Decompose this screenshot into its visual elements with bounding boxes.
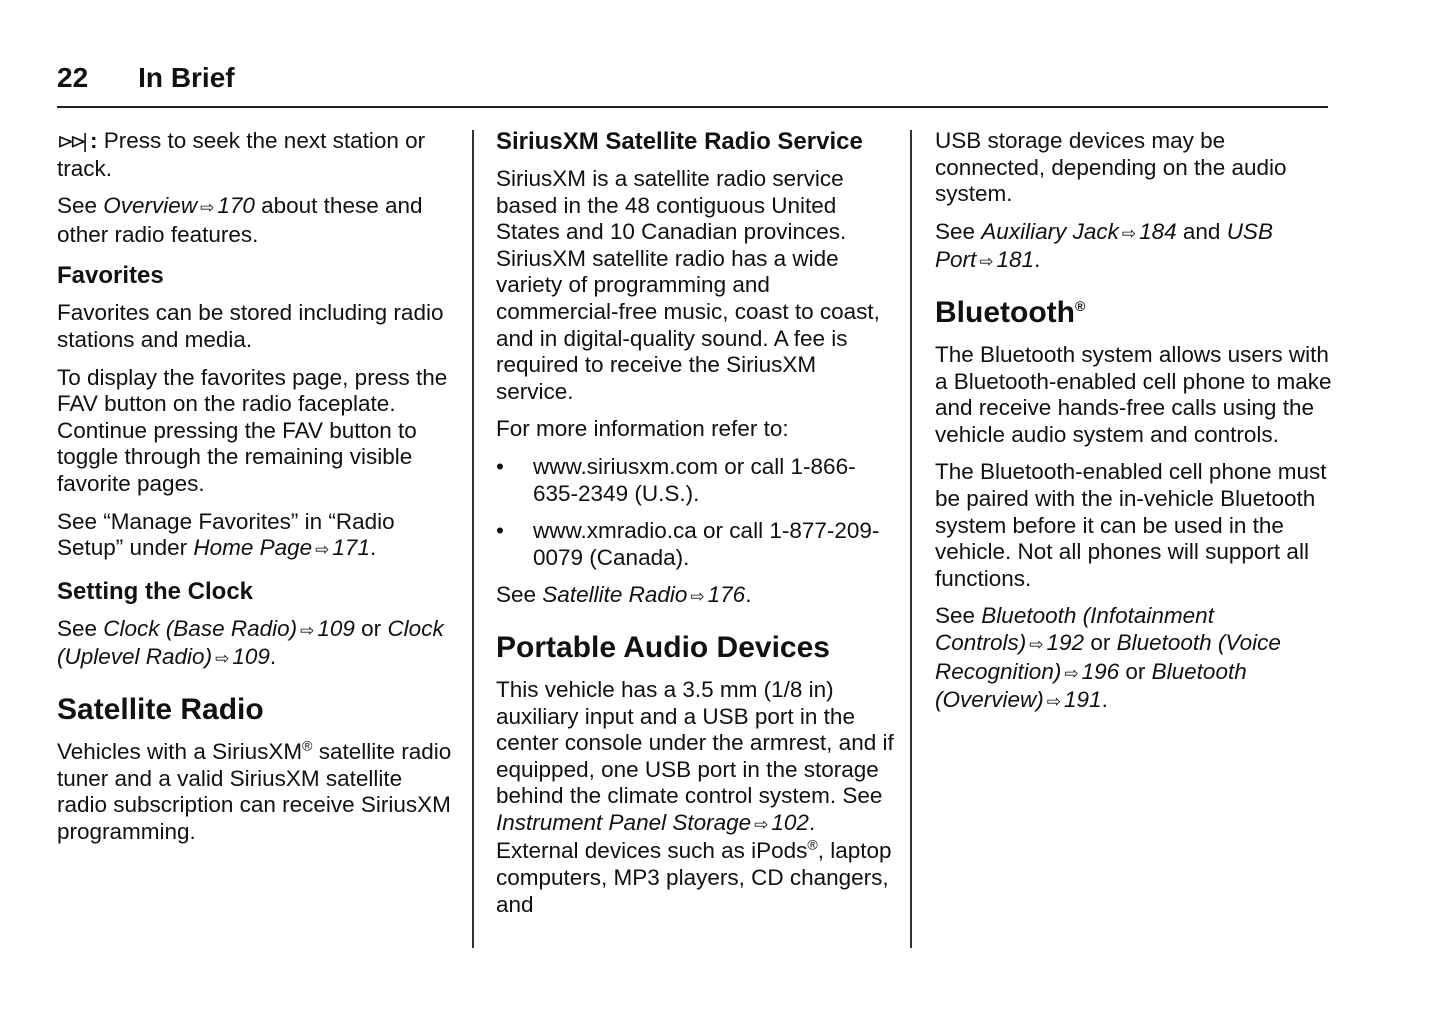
text: USB storage devices may be connected, depending on the audio system.	[935, 128, 1287, 207]
paragraph	[935, 219, 1335, 276]
text: www.xmradio.ca or call 1-877-209-0079 (Canada).	[533, 518, 880, 570]
text: SiriusXM is a satellite radio service based in the 48 contiguous United States and 10 Canadian provinces. SiriusXM satellite radio has a wide variety of programming and commercial-free music, coast to coast, and in digital-quality sound. A fee is required to receive the SiriusXM service.	[496, 166, 880, 404]
text-bold: :	[83, 128, 98, 153]
bullet-item	[496, 454, 896, 507]
bullet-icon: •	[496, 518, 504, 544]
text: or	[1084, 629, 1117, 655]
reference-page-number[interactable]: 191	[1064, 687, 1102, 713]
reference-arrow-icon: ⇨	[215, 649, 230, 669]
column-1	[57, 128, 452, 856]
text: To display the favorites page, press the FAV button on the radio faceplate. Continue pressing the FAV button to toggle through the remaining visible favorite pages.	[57, 364, 448, 496]
reference-page-number[interactable]: 109	[232, 644, 270, 670]
paragraph	[935, 459, 1335, 592]
text: For more information refer to:	[496, 416, 789, 442]
reference-arrow-icon: ⇨	[1046, 692, 1062, 712]
reference-page-number[interactable]: 170	[217, 193, 255, 219]
column-3	[935, 128, 1335, 727]
paragraph	[57, 128, 452, 182]
reference-arrow-icon: ⇨	[1064, 663, 1079, 683]
cross-reference-title[interactable]: USB Port	[935, 218, 1273, 273]
heading	[57, 578, 452, 606]
reference-arrow-icon: ⇨	[315, 540, 330, 560]
registered-mark: ®	[1074, 297, 1086, 314]
cross-reference-title[interactable]: Satellite Radio	[542, 582, 688, 608]
paragraph	[57, 300, 452, 353]
paragraph	[57, 193, 452, 248]
page-reference[interactable]	[1026, 630, 1084, 655]
paragraph	[57, 365, 452, 498]
page-reference[interactable]	[212, 644, 270, 669]
bullet-item	[496, 518, 896, 571]
text: Favorites	[57, 262, 164, 290]
text: See	[496, 582, 543, 608]
heading	[57, 693, 452, 727]
text: Satellite Radio	[57, 692, 264, 726]
text: Vehicles with a SiriusXM	[57, 738, 303, 764]
reference-arrow-icon: ⇨	[1029, 634, 1044, 654]
column-2	[496, 128, 896, 929]
seek-next-icon: ⊳⊳|	[57, 131, 84, 153]
page-reference[interactable]	[197, 193, 255, 218]
heading	[57, 262, 452, 290]
text: SiriusXM Satellite Radio Service	[496, 128, 863, 155]
page-reference[interactable]	[687, 582, 745, 607]
text: The Bluetooth system allows users with a Bluetooth-enabled cell phone to make and receive hands-free calls using the vehicle audio system and controls.	[935, 341, 1332, 447]
reference-page-number[interactable]: 196	[1081, 658, 1120, 684]
text: Portable Audio Devices	[496, 630, 830, 664]
column-divider	[472, 130, 474, 948]
reference-page-number[interactable]: 192	[1046, 629, 1085, 655]
cross-reference-title[interactable]: Overview	[103, 193, 198, 219]
paragraph	[57, 509, 452, 564]
text: or	[354, 615, 388, 641]
page-reference[interactable]	[1061, 659, 1119, 684]
page-reference[interactable]	[297, 616, 355, 641]
page-reference[interactable]	[312, 535, 370, 560]
text: The Bluetooth-enabled cell phone must be paired with the in-vehicle Bluetooth system before it can be used in the vehicle. Not all phones will support all functions.	[935, 459, 1327, 591]
text: or	[1119, 658, 1152, 684]
reference-arrow-icon: ⇨	[200, 198, 215, 218]
paragraph	[935, 128, 1335, 208]
heading	[496, 631, 896, 665]
reference-page-number[interactable]: 181	[996, 247, 1035, 273]
registered-mark: ®	[807, 836, 818, 853]
paragraph	[935, 603, 1335, 715]
cross-reference-title[interactable]: Bluetooth (Voice Recognition)	[935, 629, 1281, 684]
cross-reference-title[interactable]: Bluetooth (Overview)	[935, 658, 1247, 713]
page-reference[interactable]	[1044, 687, 1102, 712]
text: See	[57, 193, 104, 219]
text: . External devices such as iPods	[496, 809, 816, 864]
paragraph	[496, 677, 896, 918]
text: .	[1034, 247, 1041, 273]
paragraph	[935, 342, 1335, 448]
reference-arrow-icon: ⇨	[300, 620, 315, 640]
reference-arrow-icon: ⇨	[1121, 223, 1137, 243]
text: Setting the Clock	[57, 577, 254, 605]
cross-reference-title[interactable]: Auxiliary Jack	[981, 218, 1119, 244]
reference-page-number[interactable]: 176	[707, 582, 746, 608]
page-reference[interactable]	[976, 247, 1034, 272]
reference-page-number[interactable]: 109	[317, 615, 355, 641]
cross-reference-title[interactable]: Instrument Panel Storage	[496, 809, 752, 835]
page-number: 22	[57, 62, 89, 93]
header-rule	[57, 106, 1328, 108]
page-reference[interactable]	[1119, 219, 1177, 244]
column-divider	[910, 130, 912, 948]
paragraph	[57, 739, 452, 845]
text: See	[935, 218, 982, 244]
reference-arrow-icon: ⇨	[690, 587, 705, 607]
reference-page-number[interactable]: 102	[771, 809, 809, 835]
text: satellite radio tuner and a valid SiriusXM satellite radio subscription can receive SiriusXM programming.	[57, 738, 452, 844]
heading	[496, 128, 896, 156]
text: See	[935, 603, 982, 629]
reference-arrow-icon: ⇨	[754, 814, 769, 834]
text: This vehicle has a 3.5 mm (1/8 in) auxiliary input and a USB port in the center console under the armrest, and if equipped, one USB port in the storage behind the climate control system. See	[496, 676, 894, 809]
text: www.siriusxm.com or call 1-866-635-2349 (U.S.).	[533, 453, 856, 506]
text: .	[369, 535, 377, 561]
bullet-text	[533, 454, 896, 507]
paragraph	[496, 416, 896, 443]
page-header	[57, 62, 235, 94]
reference-page-number[interactable]: 184	[1139, 218, 1177, 244]
text: .	[745, 582, 752, 608]
paragraph	[496, 166, 896, 405]
paragraph	[57, 616, 452, 673]
text: .	[269, 644, 277, 670]
text: Bluetooth	[935, 295, 1075, 329]
registered-mark: ®	[302, 737, 313, 754]
reference-page-number[interactable]: 171	[332, 535, 370, 561]
text: Favorites can be stored including radio stations and media.	[57, 300, 444, 352]
reference-arrow-icon: ⇨	[979, 252, 994, 272]
text: .	[1101, 687, 1108, 713]
cross-reference-title[interactable]: Bluetooth (Infotainment Controls)	[935, 603, 1214, 655]
text: Press to seek the next station or track.	[57, 128, 426, 181]
text: See	[57, 615, 104, 641]
cross-reference-title[interactable]: Home Page	[193, 535, 313, 561]
page-reference[interactable]	[751, 810, 809, 835]
text: See “Manage Favorites” in “Radio Setup” under	[57, 508, 395, 561]
text: , laptop computers, MP3 players, CD changers, and	[496, 838, 892, 917]
paragraph	[496, 582, 896, 611]
bullet-text	[533, 518, 896, 571]
cross-reference-title[interactable]: Clock (Uplevel Radio)	[57, 615, 444, 670]
cross-reference-title[interactable]: Clock (Base Radio)	[103, 615, 298, 641]
text: about these and other radio features.	[57, 193, 423, 247]
section-title: In Brief	[138, 62, 235, 93]
bullet-icon: •	[496, 453, 504, 479]
text: and	[1176, 218, 1227, 244]
heading	[935, 296, 1335, 330]
